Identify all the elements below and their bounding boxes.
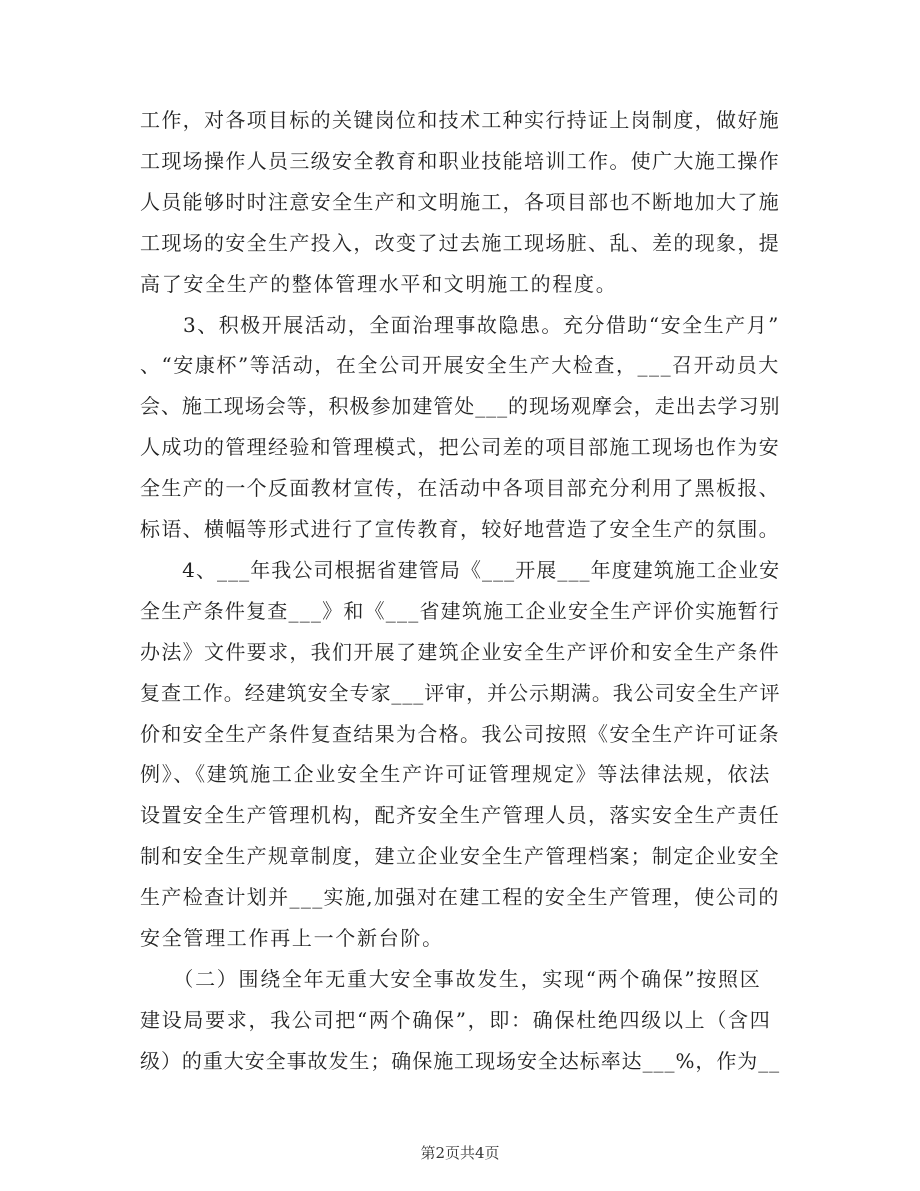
text-line: 复查工作。经建筑安全专家___评审，并公示期满。我公司安全生产评: [140, 680, 781, 705]
text-line: 、“安康杯”等活动，在全公司开展安全生产大检查，___召开动员大: [140, 353, 780, 378]
text-line: 标语、横幅等形式进行了宣传教育，较好地营造了安全生产的氛围。: [140, 517, 780, 541]
text-line: 级）的重大安全事故发生；确保施工现场安全达标率达___%，作为__: [140, 1048, 781, 1073]
text-line: 人员能够时时注意安全生产和文明施工，各项目部也不断地加大了施: [140, 189, 780, 214]
text-line: 建设局要求，我公司把“两个确保”，即：确保杜绝四级以上（含四: [140, 1007, 772, 1032]
text-line: 工现场的安全生产投入，改变了过去施工现场脏、乱、差的现象，提: [140, 230, 780, 255]
text-line: 设置安全生产管理机构，配齐安全生产管理人员，落实安全生产责任: [140, 803, 780, 828]
text-line: 全生产条件复查___》和《___省建筑施工企业安全生产评价实施暂行: [140, 598, 781, 623]
text-line: 全生产的一个反面教材宣传，在活动中各项目部充分利用了黑板报、: [140, 476, 780, 501]
text-line: 例》、《建筑施工企业安全生产许可证管理规定》等法律法规，依法: [140, 762, 771, 787]
page-number: 第2页共4页: [420, 1144, 500, 1162]
text-line: 会、施工现场会等，积极参加建管处___的现场观摩会，走出去学习别: [140, 394, 781, 419]
text-line: 价和安全生产条件复查结果为合格。我公司按照《安全生产许可证条: [140, 721, 780, 746]
text-line: 工现场操作人员三级安全教育和职业技能培训工作。使广大施工操作: [140, 148, 780, 173]
text-line: 安全管理工作再上一个新台阶。: [140, 926, 444, 950]
text-line: 高了安全生产的整体管理水平和文明施工的程度。: [140, 271, 618, 296]
text-line: 3、积极开展活动，全面治理事故隐患。充分借助“安全生产月”: [140, 312, 780, 337]
text-line: （二）围绕全年无重大安全事故发生，实现“两个确保”按照区: [140, 966, 762, 991]
text-line: 4、___年我公司根据省建管局《___开展___年度建筑施工企业安: [140, 557, 781, 582]
text-line: 制和安全生产规章制度，建立企业安全生产管理档案；制定企业安全: [140, 844, 780, 869]
text-line: 工作，对各项目标的关键岗位和技术工种实行持证上岗制度，做好施: [140, 108, 780, 132]
text-line: 生产检查计划并___实施,加强对在建工程的安全生产管理，使公司的: [140, 885, 780, 910]
text-line: 办法》文件要求，我们开展了建筑企业安全生产评价和安全生产条件: [140, 639, 780, 664]
text-line: 人成功的管理经验和管理模式，把公司差的项目部施工现场也作为安: [140, 435, 780, 460]
